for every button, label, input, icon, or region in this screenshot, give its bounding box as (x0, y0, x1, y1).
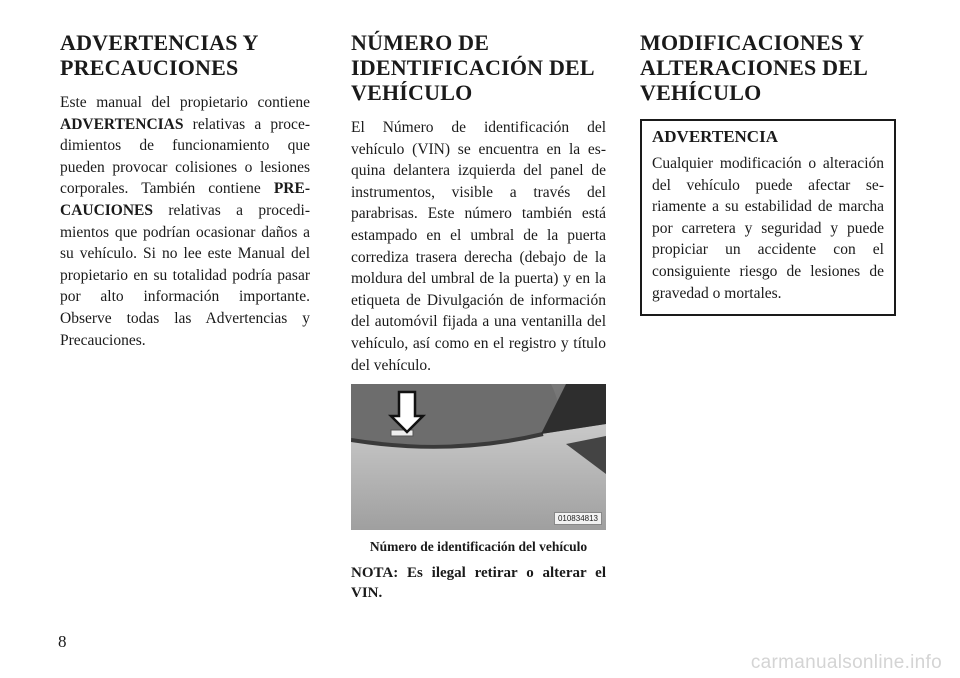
title-line-3: VEHÍCULO (351, 80, 473, 105)
title-line-2: PRECAUCIONES (60, 55, 239, 80)
title-line-1: ADVERTENCIAS Y (60, 30, 259, 55)
page-number: 8 (58, 632, 67, 651)
section-title-modificaciones (640, 30, 896, 105)
column-advertencias (60, 30, 310, 351)
nota-text: NOTA: Es ilegal retirar o alterar el VIN. (351, 565, 606, 602)
photo-caption: Número de identificación del vehículo (369, 539, 588, 555)
column-modificaciones (640, 30, 896, 316)
warning-body: Cualquier modificación o alteración del vehículo puede afectar seriamente a su estabilidad de marcha por carretera y seguridad y puede propiciar un accidente con el consiguiente riesgo de lesiones de gravedad o mortales. (652, 155, 884, 302)
text-run: relativas a procedimientos de funcionamiento que pueden provocar colisiones o lesiones corporales. También contiene (60, 115, 310, 198)
section-title-advertencias (60, 30, 310, 80)
vin-paragraph: El Número de identificación del vehículo (VIN) se encuentra en la esquina delantera izquierda del panel de instrumentos, visible a través del parabrisas. Este número también está estampado en el umbral de la puerta corrediza trasera derecha (debajo de la moldura del umbral de la puerta) y en la etiqueta de Divulgación de información del automóvil fijada a una ventanilla del vehículo, así como en el registro y título del vehículo. (351, 119, 606, 374)
text-run: Este manual del propietario contiene (60, 94, 310, 111)
title-line-3: VEHÍCULO (640, 80, 762, 105)
title-line-2: IDENTIFICACIÓN DEL (351, 55, 595, 80)
title-line-2: ALTERACIONES DEL (640, 55, 868, 80)
title-line-1: MODIFICACIONES Y (640, 30, 865, 55)
windshield-illustration (351, 384, 606, 530)
title-line-1: NÚMERO DE (351, 30, 490, 55)
vin-location-photo (351, 384, 606, 530)
image-code-label: 010834813 (554, 512, 602, 525)
warning-box (640, 119, 896, 316)
section-title-vin (351, 30, 606, 105)
text-run: relativas a procedimientos que podrían ocasionar daños a su vehículo. Si no lee este Manual del propietario en su totalidad podría pasar por alto información importante. Observe todas las Advertencias y Precauciones. (60, 201, 310, 349)
column-vin (351, 30, 606, 603)
bold-run-precauciones: PRECAUCIONES (60, 180, 310, 219)
advertencias-paragraph (60, 92, 310, 351)
warning-title: ADVERTENCIA (652, 127, 778, 146)
bold-run-advertencias: ADVERTENCIAS (60, 115, 184, 133)
watermark-text: carmanualsonline.info (750, 652, 942, 673)
